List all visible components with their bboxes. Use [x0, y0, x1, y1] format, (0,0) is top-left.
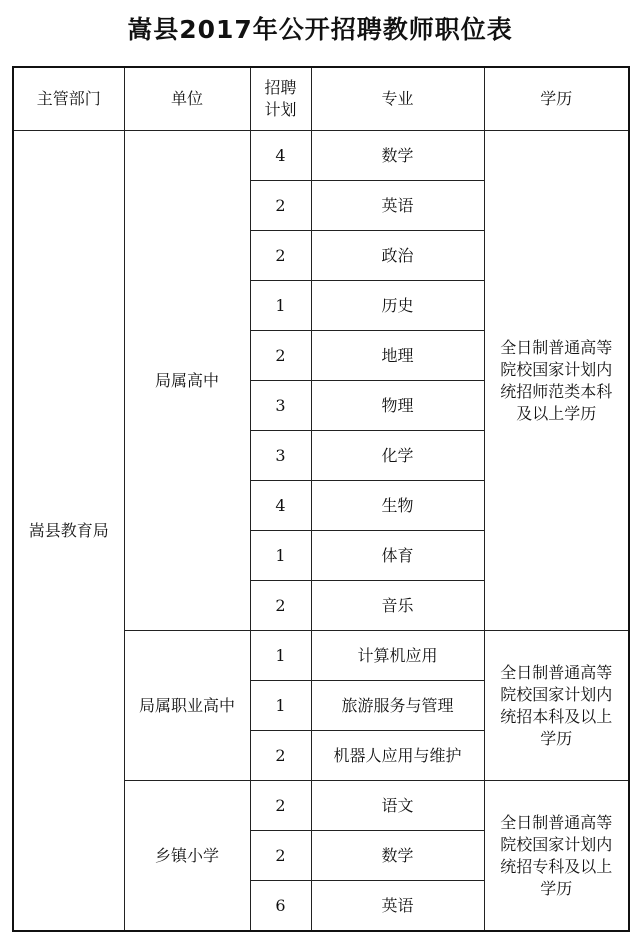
- major-cell: 旅游服务与管理: [311, 681, 484, 731]
- major-cell: 地理: [311, 331, 484, 381]
- count-cell: 4: [250, 481, 311, 531]
- header-plan: [250, 67, 311, 131]
- unit-cell: 局属高中: [124, 131, 250, 631]
- count-cell: 2: [250, 181, 311, 231]
- major-cell: 政治: [311, 231, 484, 281]
- edu-cell: 全日制普通高等院校国家计划内统招本科及以上学历: [484, 631, 629, 781]
- major-cell: 机器人应用与维护: [311, 731, 484, 781]
- header-dept: 主管部门: [13, 67, 124, 131]
- table-header-row: [13, 67, 629, 131]
- count-cell: 2: [250, 781, 311, 831]
- major-cell: 体育: [311, 531, 484, 581]
- count-cell: 1: [250, 281, 311, 331]
- major-cell: 物理: [311, 381, 484, 431]
- major-cell: 数学: [311, 831, 484, 881]
- count-cell: 1: [250, 531, 311, 581]
- unit-cell: 乡镇小学: [124, 781, 250, 932]
- dept-cell: 嵩县教育局: [13, 131, 124, 932]
- count-cell: 1: [250, 631, 311, 681]
- major-cell: 数学: [311, 131, 484, 181]
- major-cell: 英语: [311, 181, 484, 231]
- header-unit: 单位: [124, 67, 250, 131]
- page-title: 嵩县2017年公开招聘教师职位表: [127, 15, 513, 44]
- header-major: 专业: [311, 67, 484, 131]
- header-edu: 学历: [484, 67, 629, 131]
- edu-cell: 全日制普通高等院校国家计划内统招专科及以上学历: [484, 781, 629, 932]
- major-cell: 语文: [311, 781, 484, 831]
- major-cell: 历史: [311, 281, 484, 331]
- major-cell: 生物: [311, 481, 484, 531]
- count-cell: 3: [250, 431, 311, 481]
- count-cell: 2: [250, 831, 311, 881]
- positions-table: [12, 66, 630, 932]
- major-cell: 化学: [311, 431, 484, 481]
- table-row: [13, 131, 629, 181]
- major-cell: 计算机应用: [311, 631, 484, 681]
- unit-cell: 局属职业高中: [124, 631, 250, 781]
- header-plan-line2: 计划: [264, 100, 297, 119]
- count-cell: 2: [250, 331, 311, 381]
- header-plan-line1: 招聘: [264, 78, 297, 97]
- count-cell: 2: [250, 731, 311, 781]
- count-cell: 2: [250, 231, 311, 281]
- major-cell: 音乐: [311, 581, 484, 631]
- count-cell: 1: [250, 681, 311, 731]
- count-cell: 6: [250, 881, 311, 932]
- count-cell: 3: [250, 381, 311, 431]
- edu-cell: 全日制普通高等院校国家计划内统招师范类本科及以上学历: [484, 131, 629, 631]
- count-cell: 2: [250, 581, 311, 631]
- major-cell: 英语: [311, 881, 484, 932]
- count-cell: 4: [250, 131, 311, 181]
